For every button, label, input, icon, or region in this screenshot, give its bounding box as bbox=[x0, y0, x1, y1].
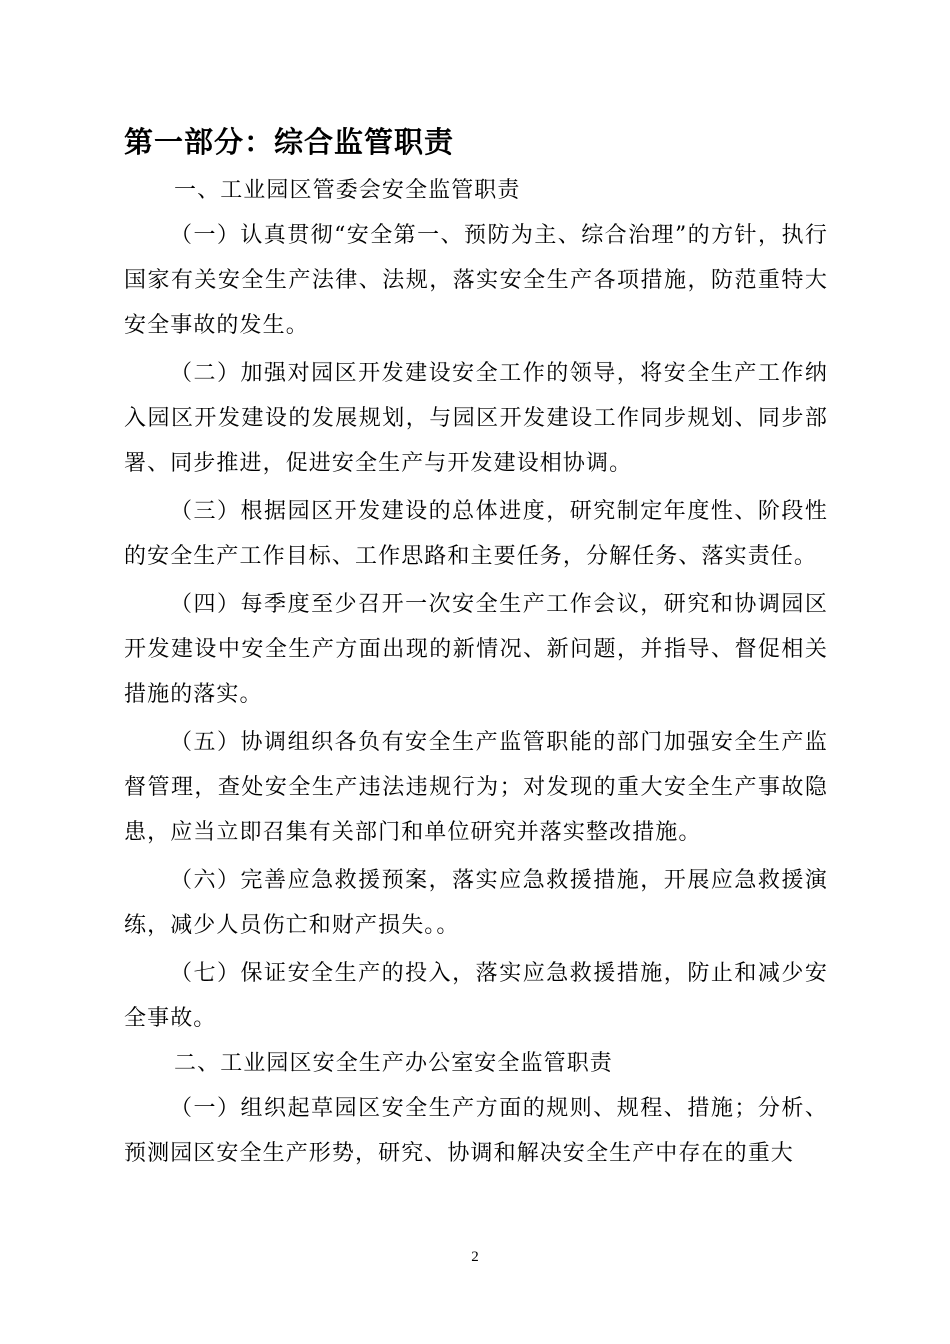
paragraph: （五）协调组织各负有安全生产监管职能的部门加强安全生产监督管理，查处安全生产违法违规行为；对发现的重大安全生产事故隐患，应当立即召集有关部门和单位研究并落实整改措施。 bbox=[124, 730, 828, 845]
part-title: 第一部分：综合监管职责 bbox=[124, 125, 455, 159]
section-heading: 一、工业园区管委会安全监管职责 bbox=[174, 178, 521, 203]
document-body bbox=[124, 118, 828, 1176]
paragraph: （二）加强对园区开发建设安全工作的领导，将安全生产工作纳入园区开发建设的发展规划，与园区开发建设工作同步规划、同步部署、同步推进，促进安全生产与开发建设相协调。 bbox=[124, 361, 828, 476]
paragraph: （四）每季度至少召开一次安全生产工作会议，研究和协调园区开发建设中安全生产方面出现的新情况、新问题，并指导、督促相关措施的落实。 bbox=[124, 592, 828, 707]
paragraph: （三）根据园区开发建设的总体进度，研究制定年度性、阶段性的安全生产工作目标、工作思路和主要任务，分解任务、落实责任。 bbox=[124, 499, 828, 569]
paragraph: （七）保证安全生产的投入，落实应急救援措施，防止和减少安全事故。 bbox=[124, 961, 828, 1031]
page-number: 2 bbox=[471, 1249, 479, 1265]
paragraph: （一）认真贯彻“安全第一、预防为主、综合治理”的方针，执行国家有关安全生产法律、法规，落实安全生产各项措施，防范重特大安全事故的发生。 bbox=[124, 223, 828, 338]
section-heading: 二、工业园区安全生产办公室安全监管职责 bbox=[174, 1051, 613, 1076]
paragraph: （六）完善应急救援预案，落实应急救援措施，开展应急救援演练，减少人员伤亡和财产损失。。 bbox=[124, 868, 828, 938]
paragraph: （一）组织起草园区安全生产方面的规则、规程、措施；分析、预测园区安全生产形势，研究、协调和解决安全生产中存在的重大 bbox=[124, 1096, 828, 1166]
